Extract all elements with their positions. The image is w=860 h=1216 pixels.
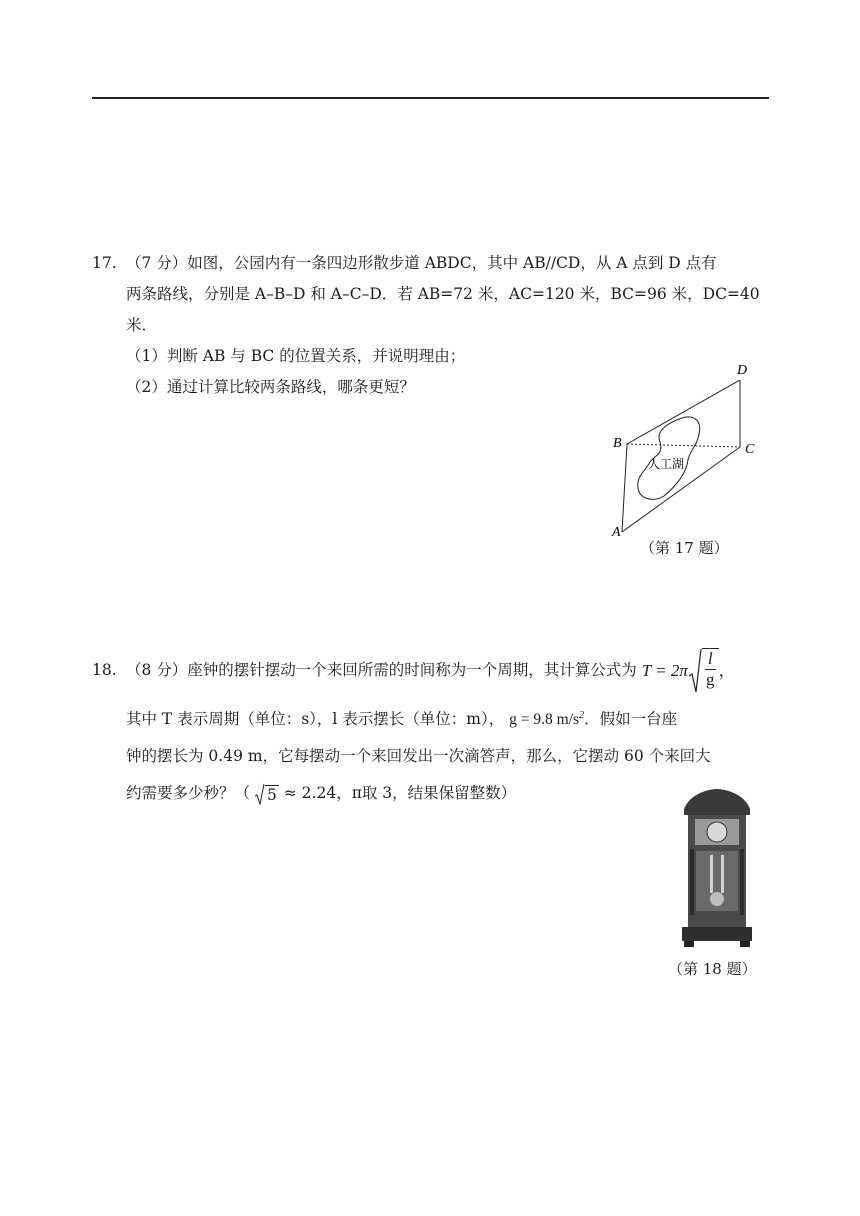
period-formula <box>642 648 736 694</box>
header-rule <box>92 97 769 99</box>
question-text-line: （8 分）座钟的摆针摆动一个来回所需的时间称为一个周期，其计算公式为 <box>126 661 637 679</box>
sub-question-1: （1）判断 AB 与 BC 的位置关系，并说明理由； <box>126 347 466 365</box>
sub-question-2: （2）通过计算比较两条路线，哪条更短？ <box>126 378 415 396</box>
edge-BC-dashed <box>627 444 740 447</box>
grandfather-clock-image <box>680 789 754 947</box>
sqrt-five <box>255 783 279 805</box>
fraction-numerator: l <box>705 649 716 670</box>
edge-BD <box>627 380 740 444</box>
formula-lhs: T = 2π <box>641 661 688 680</box>
question-number: 18. <box>92 661 117 679</box>
question-text-line: ．假如一台座 <box>584 710 678 729</box>
question-text-line: 两条路线，分别是 A–B–D 和 A–C–D．若 AB=72 米，AC=120 米，BC=96 米，DC=40 <box>126 285 760 303</box>
lake-label: 人工湖 <box>648 457 685 471</box>
point-label-A: A <box>612 525 621 540</box>
figure-17-diagram <box>600 360 780 545</box>
question-text-line: ≈ 2.24，π取 3，结果保留整数） <box>283 784 517 803</box>
question-text-line: （7 分）如图，公园内有一条四边形散步道 ABDC，其中 AB//CD，从 A 点到 D 点有 <box>126 254 717 272</box>
figure-17-caption: （第 17 题） <box>640 539 729 557</box>
radicand: 5 <box>266 785 277 804</box>
sqrt-radical <box>688 648 719 694</box>
question-text-line: 约需要多少秒？（ <box>126 784 251 803</box>
gravity-value: g = 9.8 $m/s^2$ <box>509 710 585 729</box>
question-text-line: 其中 T 表示周期（单位：s），l 表示摆长（单位：m）， <box>126 710 505 729</box>
question-18 <box>92 648 772 809</box>
fraction-denominator: g <box>705 670 715 689</box>
point-label-D: D <box>737 363 748 378</box>
formula-tail: ， <box>718 661 736 680</box>
sqrt-icon <box>255 783 265 805</box>
edge-AB <box>622 444 627 532</box>
figure-18-caption: （第 18 题） <box>668 960 757 978</box>
fraction <box>702 648 719 694</box>
sqrt-icon <box>688 648 702 694</box>
question-text-line: 钟的摆长为 0.49 m，它每摆动一个来回发出一次滴答声，那么，它摆动 60 个来回大 <box>126 747 711 766</box>
point-label-C: C <box>745 442 755 457</box>
question-text-line: 米． <box>126 316 158 334</box>
question-number: 17. <box>92 254 117 272</box>
point-label-B: B <box>613 436 622 451</box>
